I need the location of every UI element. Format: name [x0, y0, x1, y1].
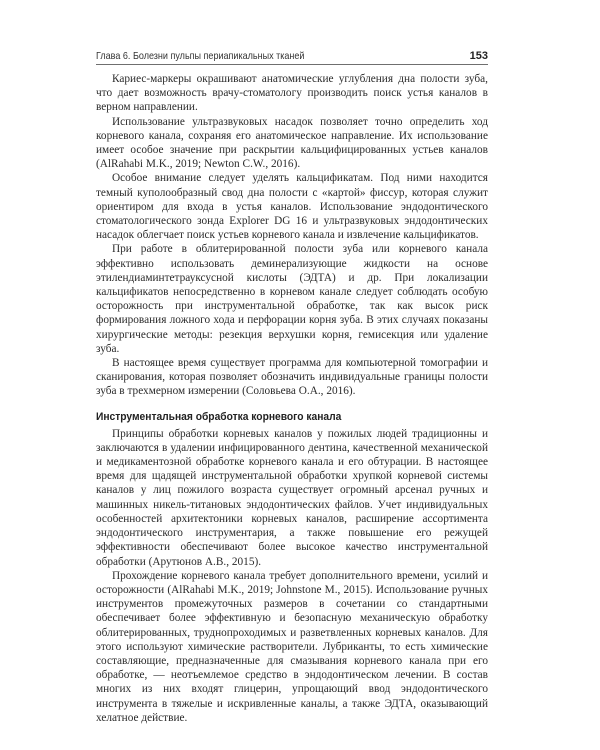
paragraph-ultrasonic-tips: Использование ультразвуковых насадок позволяет точно определить ход корневого канала, сохраняя его анатомическое направление. Их использование имеет особое значение при раскрытии кальцифицированных устьев каналов (AlRahabi M.K., 2019; Newton C.W., 2016).	[96, 115, 488, 171]
paragraph-canal-negotiation: Прохождение корневого канала требует дополнительного времени, усилий и осторожности (AlRahabi M.K., 2019; Johnstone M., 2015). Использование ручных инструментов промежуточных размеров в сочетании со стандартными обеспечивает более эффективную и безопасную механическую обработку облитерированных, труднопроходимых и разветвленных корневых каналов. Для этого используют химические растворители. Лубриканты, то есть химические составляющие, предназначенные для смазывания корневого канала при его обработке, — неотъемлемое средство в эндодонтическом лечении. В состав многих из них входят глицерин, упрощающий ввод эндодонтического инструмента в тяжелые и искривленные каналы, а также ЭДТА, оказывающий хелатное действие.	[96, 569, 488, 724]
paragraph-treatment-principles: Принципы обработки корневых каналов у пожилых людей традиционны и заключаются в удалении инфицированного дентина, качественной механической и медикаментозной обработке корневого канала и его обтурации. В настоящее время для щадящей инструментальной обработки хрупкой корневой системы каналов у лиц пожилого возраста существует огромный арсенал ручных и машинных никель-титановых эндодонтических файлов. Учет индивидуальных особенностей архитектоники корневых каналов, расширение ассортимента эндодонтического инструментария, а также повышение его режущей эффективности обеспечивают более высокое качество инструментальной обработки (Арутюнов А.В., 2015).	[96, 427, 488, 568]
page-header	[96, 46, 488, 65]
paragraph-computed-tomography: В настоящее время существует программа для компьютерной томографии и сканирования, которая позволяет обозначить индивидуальные границы полости зуба в трехмерном измерении (Соловьева О.А., 2016).	[96, 357, 488, 398]
section-heading: Инструментальная обработка корневого канала	[96, 410, 342, 423]
chapter-title: Глава 6. Болезни пульпы периапикальных тканей	[96, 50, 305, 62]
paragraph-calcifications: Особое внимание следует уделять кальцификатам. Под ними находится темный куполообразный свод дна полости с «картой» фиссур, которая служит ориентиром для входа в устья каналов. Использование эндодонтического стоматологического зонда Explorer DG 16 и ультразвуковых эндодонтических насадок облегчает поиск устьев корневого канала и извлечение кальцификатов.	[96, 172, 488, 242]
page-body	[96, 72, 488, 725]
page-number: 153	[469, 50, 488, 62]
paragraph-obliterated-cavity: При работе в облитерированной полости зуба или корневого канала эффективно использовать деминерализующие жидкости на основе этилендиаминтетрауксусной кислоты (ЭДТА) и др. При локализации кальцификатов непосредственно в корневом канале следует соблюдать особую осторожность при инструментальной обработке, так как высок риск формирования ложного хода и перфорации корня зуба. В этих случаях показаны хирургические методы: резекция верхушки корня, гемисекция или удаление зуба.	[96, 243, 488, 355]
paragraph-caries-markers: Кариес-маркеры окрашивают анатомические углубления дна полости зуба, что дает возможность врачу-стоматологу производить поиск устья каналов в верном направлении.	[96, 73, 488, 114]
